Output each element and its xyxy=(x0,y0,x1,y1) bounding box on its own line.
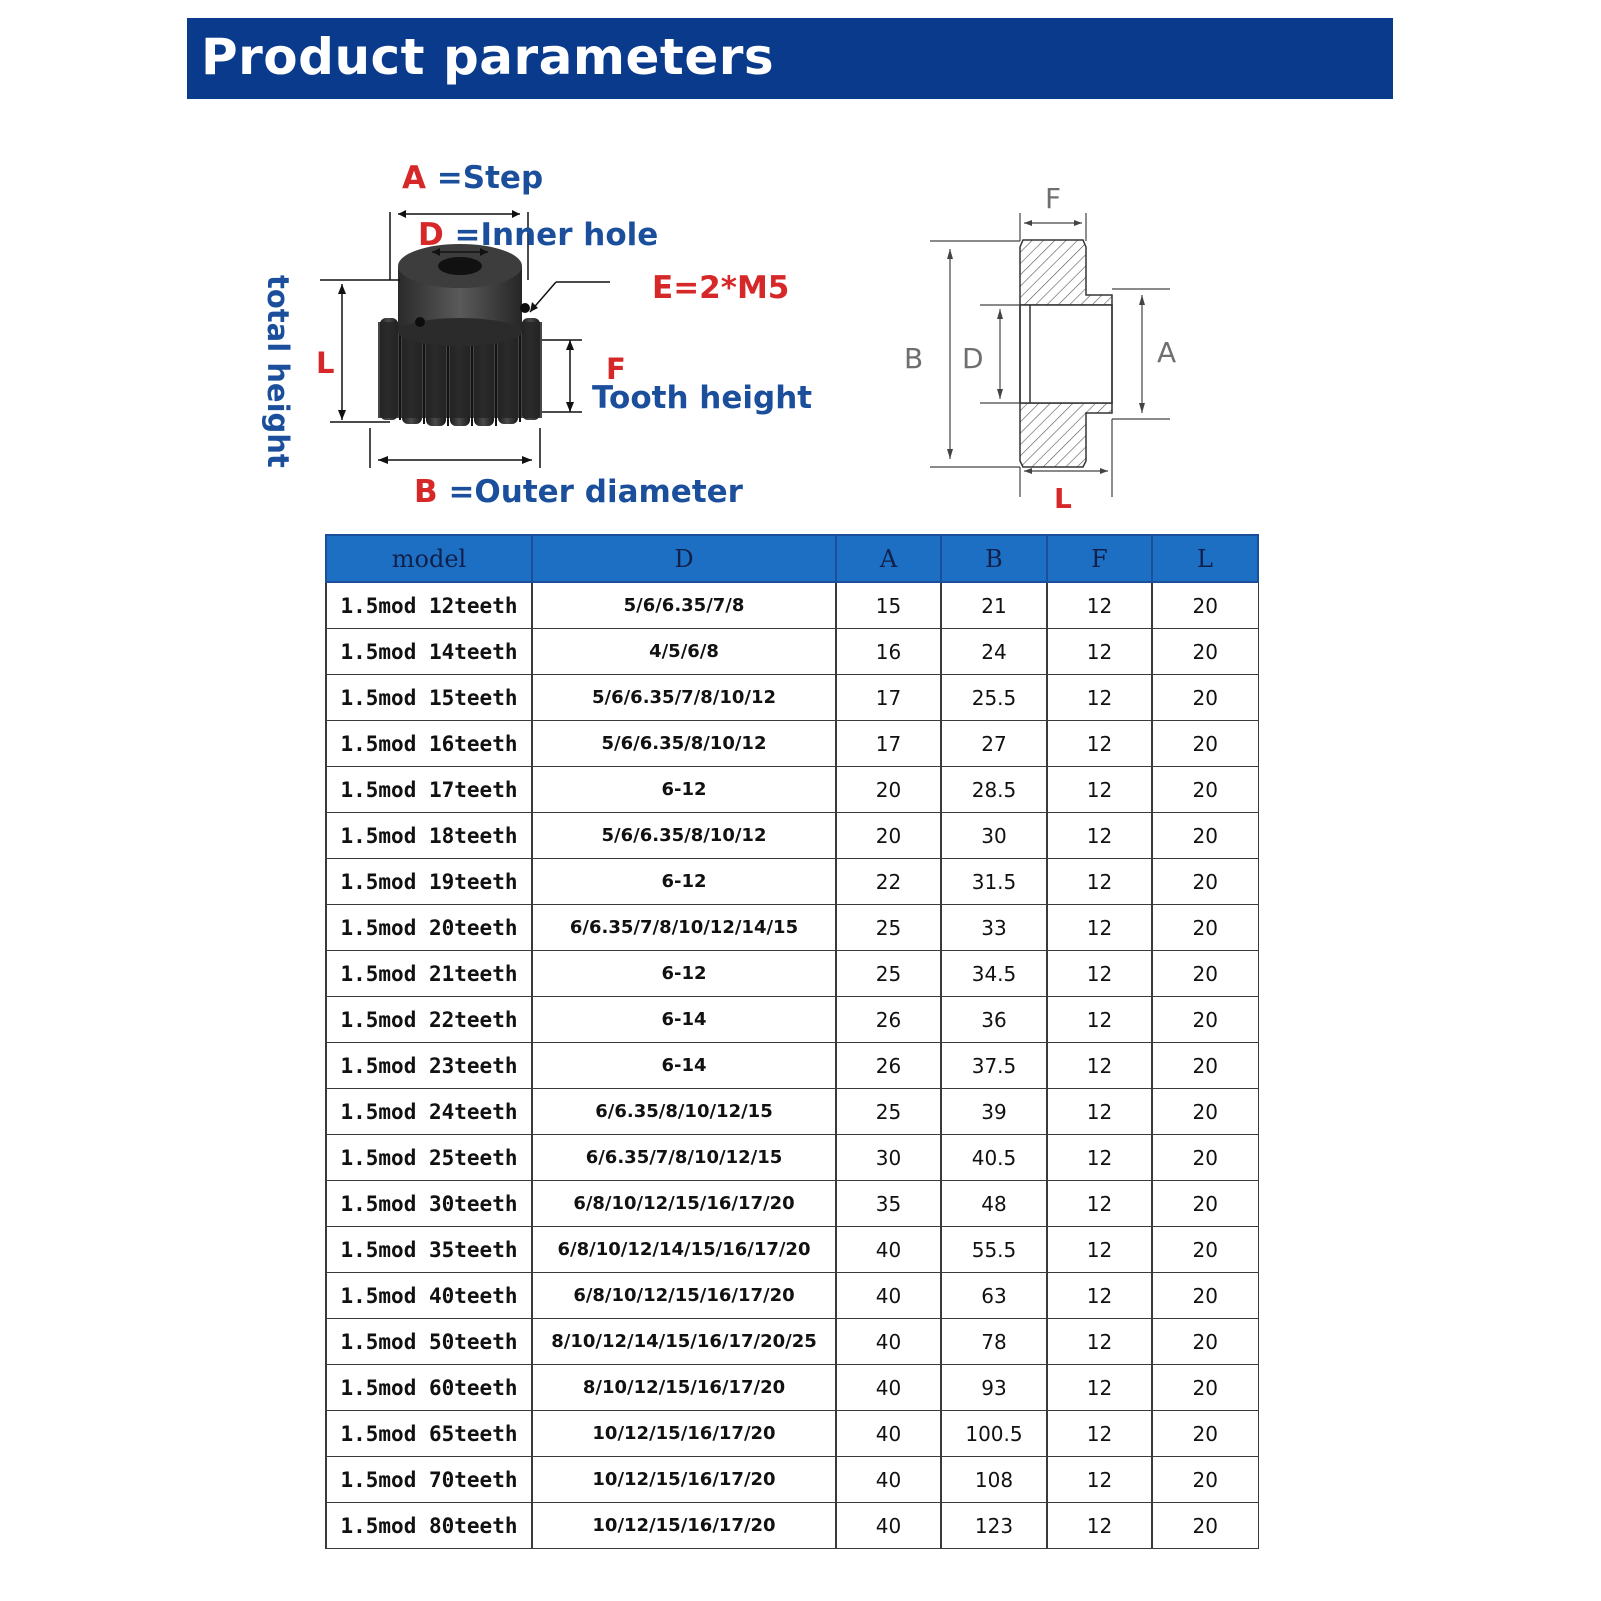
table-row xyxy=(326,1043,1258,1089)
section-label-d: D xyxy=(962,342,984,375)
cell-l: 20 xyxy=(1152,997,1258,1043)
cell-f: 12 xyxy=(1047,1043,1152,1089)
cell-d: 10/12/15/16/17/20 xyxy=(532,1503,836,1549)
cell-a: 17 xyxy=(836,721,941,767)
label-a-step xyxy=(402,160,543,196)
cell-b: 27 xyxy=(941,721,1047,767)
table-row xyxy=(326,905,1258,951)
cell-b: 30 xyxy=(941,813,1047,859)
cell-a: 40 xyxy=(836,1411,941,1457)
cell-d: 10/12/15/16/17/20 xyxy=(532,1411,836,1457)
cell-l: 20 xyxy=(1152,1457,1258,1503)
cell-l: 20 xyxy=(1152,905,1258,951)
spec-table xyxy=(325,534,1259,1549)
cell-model: 1.5mod 20teeth xyxy=(326,905,532,951)
label-e-thread xyxy=(652,270,789,306)
cell-model: 1.5mod 50teeth xyxy=(326,1319,532,1365)
cell-d: 6-14 xyxy=(532,1043,836,1089)
cell-model: 1.5mod 12teeth xyxy=(326,582,532,629)
cell-f: 12 xyxy=(1047,1503,1152,1549)
cell-b: 39 xyxy=(941,1089,1047,1135)
cell-b: 28.5 xyxy=(941,767,1047,813)
cell-a: 15 xyxy=(836,582,941,629)
cell-model: 1.5mod 70teeth xyxy=(326,1457,532,1503)
page-title: Product parameters xyxy=(201,28,775,86)
cell-a: 40 xyxy=(836,1365,941,1411)
cell-f: 12 xyxy=(1047,1227,1152,1273)
cell-b: 36 xyxy=(941,997,1047,1043)
cell-a: 25 xyxy=(836,1089,941,1135)
cell-l: 20 xyxy=(1152,1273,1258,1319)
col-header-l: L xyxy=(1152,535,1258,582)
cell-model: 1.5mod 24teeth xyxy=(326,1089,532,1135)
cell-d: 5/6/6.35/8/10/12 xyxy=(532,721,836,767)
cell-a: 40 xyxy=(836,1273,941,1319)
cell-model: 1.5mod 16teeth xyxy=(326,721,532,767)
table-row xyxy=(326,1457,1258,1503)
cell-b: 78 xyxy=(941,1319,1047,1365)
cell-f: 12 xyxy=(1047,1135,1152,1181)
cell-d: 5/6/6.35/8/10/12 xyxy=(532,813,836,859)
section-label-b: B xyxy=(904,342,924,375)
cell-model: 1.5mod 19teeth xyxy=(326,859,532,905)
cell-d: 8/10/12/14/15/16/17/20/25 xyxy=(532,1319,836,1365)
cell-f: 12 xyxy=(1047,951,1152,997)
table-row xyxy=(326,1135,1258,1181)
label-e-letter: E xyxy=(652,270,674,306)
cell-f: 12 xyxy=(1047,1319,1152,1365)
section-label-a: A xyxy=(1157,336,1177,369)
cell-l: 20 xyxy=(1152,1135,1258,1181)
cell-a: 40 xyxy=(836,1503,941,1549)
table-row xyxy=(326,767,1258,813)
cell-model: 1.5mod 25teeth xyxy=(326,1135,532,1181)
cell-b: 93 xyxy=(941,1365,1047,1411)
cell-l: 20 xyxy=(1152,1227,1258,1273)
cell-b: 48 xyxy=(941,1181,1047,1227)
cell-f: 12 xyxy=(1047,813,1152,859)
cell-a: 25 xyxy=(836,905,941,951)
cell-d: 4/5/6/8 xyxy=(532,629,836,675)
table-row xyxy=(326,1365,1258,1411)
cell-model: 1.5mod 14teeth xyxy=(326,629,532,675)
col-header-f: F xyxy=(1047,535,1152,582)
label-total-height: total height xyxy=(261,275,295,468)
table-row xyxy=(326,721,1258,767)
cell-a: 17 xyxy=(836,675,941,721)
cell-l: 20 xyxy=(1152,1181,1258,1227)
cell-l: 20 xyxy=(1152,1043,1258,1089)
cell-b: 63 xyxy=(941,1273,1047,1319)
cell-b: 24 xyxy=(941,629,1047,675)
cell-f: 12 xyxy=(1047,997,1152,1043)
label-b-text: =Outer diameter xyxy=(448,474,743,510)
cell-l: 20 xyxy=(1152,629,1258,675)
label-b-letter: B xyxy=(414,474,438,510)
cell-f: 12 xyxy=(1047,1365,1152,1411)
cell-model: 1.5mod 18teeth xyxy=(326,813,532,859)
cell-d: 6-12 xyxy=(532,951,836,997)
table-row xyxy=(326,859,1258,905)
cell-b: 34.5 xyxy=(941,951,1047,997)
section-label-l: L xyxy=(1054,482,1072,515)
cell-a: 40 xyxy=(836,1457,941,1503)
label-a-text: =Step xyxy=(436,160,544,196)
label-d-letter: D xyxy=(418,217,444,253)
cell-model: 1.5mod 35teeth xyxy=(326,1227,532,1273)
cell-d: 6-14 xyxy=(532,997,836,1043)
cell-l: 20 xyxy=(1152,675,1258,721)
cell-model: 1.5mod 30teeth xyxy=(326,1181,532,1227)
cell-l: 20 xyxy=(1152,1411,1258,1457)
col-header-model: model xyxy=(326,535,532,582)
cell-d: 6/8/10/12/15/16/17/20 xyxy=(532,1181,836,1227)
cell-b: 31.5 xyxy=(941,859,1047,905)
cell-b: 25.5 xyxy=(941,675,1047,721)
col-header-b: B xyxy=(941,535,1047,582)
label-d-inner-hole xyxy=(418,217,658,253)
table-row xyxy=(326,951,1258,997)
cell-a: 22 xyxy=(836,859,941,905)
cell-l: 20 xyxy=(1152,1365,1258,1411)
cell-b: 21 xyxy=(941,582,1047,629)
label-e-text: =2*M5 xyxy=(673,270,790,306)
cell-b: 123 xyxy=(941,1503,1047,1549)
cell-a: 25 xyxy=(836,951,941,997)
cell-b: 108 xyxy=(941,1457,1047,1503)
cell-l: 20 xyxy=(1152,1089,1258,1135)
cell-model: 1.5mod 17teeth xyxy=(326,767,532,813)
cross-section-drawing xyxy=(920,205,1180,505)
cell-f: 12 xyxy=(1047,859,1152,905)
cell-l: 20 xyxy=(1152,767,1258,813)
cell-a: 35 xyxy=(836,1181,941,1227)
cell-model: 1.5mod 23teeth xyxy=(326,1043,532,1089)
label-d-text: =Inner hole xyxy=(454,217,659,253)
cell-d: 10/12/15/16/17/20 xyxy=(532,1457,836,1503)
cell-a: 16 xyxy=(836,629,941,675)
table-row xyxy=(326,1319,1258,1365)
cell-f: 12 xyxy=(1047,905,1152,951)
table-row xyxy=(326,1089,1258,1135)
cell-model: 1.5mod 21teeth xyxy=(326,951,532,997)
cell-f: 12 xyxy=(1047,675,1152,721)
cell-d: 8/10/12/15/16/17/20 xyxy=(532,1365,836,1411)
table-row xyxy=(326,997,1258,1043)
cell-l: 20 xyxy=(1152,813,1258,859)
cell-b: 37.5 xyxy=(941,1043,1047,1089)
cell-d: 6-12 xyxy=(532,767,836,813)
cell-model: 1.5mod 80teeth xyxy=(326,1503,532,1549)
cell-a: 30 xyxy=(836,1135,941,1181)
table-row xyxy=(326,1227,1258,1273)
cell-f: 12 xyxy=(1047,629,1152,675)
cell-b: 55.5 xyxy=(941,1227,1047,1273)
cell-model: 1.5mod 60teeth xyxy=(326,1365,532,1411)
cell-model: 1.5mod 15teeth xyxy=(326,675,532,721)
cell-d: 6/8/10/12/15/16/17/20 xyxy=(532,1273,836,1319)
cell-a: 26 xyxy=(836,997,941,1043)
table-row xyxy=(326,675,1258,721)
cell-a: 20 xyxy=(836,813,941,859)
col-header-d: D xyxy=(532,535,836,582)
label-l-letter: L xyxy=(316,346,335,380)
label-b-outer-diameter xyxy=(414,474,743,510)
label-a-letter: A xyxy=(402,160,426,196)
cell-l: 20 xyxy=(1152,582,1258,629)
cell-f: 12 xyxy=(1047,582,1152,629)
table-row xyxy=(326,582,1258,629)
cell-f: 12 xyxy=(1047,1089,1152,1135)
cell-f: 12 xyxy=(1047,1457,1152,1503)
cell-d: 6/6.35/7/8/10/12/15 xyxy=(532,1135,836,1181)
cell-d: 5/6/6.35/7/8/10/12 xyxy=(532,675,836,721)
cell-f: 12 xyxy=(1047,767,1152,813)
cell-f: 12 xyxy=(1047,721,1152,767)
cell-model: 1.5mod 65teeth xyxy=(326,1411,532,1457)
table-body xyxy=(326,582,1258,1549)
cell-d: 6/6.35/8/10/12/15 xyxy=(532,1089,836,1135)
cell-l: 20 xyxy=(1152,951,1258,997)
table-row xyxy=(326,1181,1258,1227)
cell-a: 26 xyxy=(836,1043,941,1089)
cell-l: 20 xyxy=(1152,721,1258,767)
cell-l: 20 xyxy=(1152,859,1258,905)
cell-d: 5/6/6.35/7/8 xyxy=(532,582,836,629)
col-header-a: A xyxy=(836,535,941,582)
cell-l: 20 xyxy=(1152,1319,1258,1365)
table-row xyxy=(326,1503,1258,1549)
cell-d: 6/6.35/7/8/10/12/14/15 xyxy=(532,905,836,951)
cell-d: 6-12 xyxy=(532,859,836,905)
table-header-row xyxy=(326,535,1258,582)
cell-a: 40 xyxy=(836,1227,941,1273)
header-banner xyxy=(187,18,1393,99)
cell-a: 20 xyxy=(836,767,941,813)
cell-b: 40.5 xyxy=(941,1135,1047,1181)
table-row xyxy=(326,1411,1258,1457)
cell-f: 12 xyxy=(1047,1273,1152,1319)
cell-b: 33 xyxy=(941,905,1047,951)
cell-l: 20 xyxy=(1152,1503,1258,1549)
table-row xyxy=(326,813,1258,859)
cell-b: 100.5 xyxy=(941,1411,1047,1457)
table-row xyxy=(326,1273,1258,1319)
cell-model: 1.5mod 40teeth xyxy=(326,1273,532,1319)
cell-f: 12 xyxy=(1047,1411,1152,1457)
label-tooth-height: Tooth height xyxy=(592,380,813,416)
cell-a: 40 xyxy=(836,1319,941,1365)
cell-f: 12 xyxy=(1047,1181,1152,1227)
section-label-f: F xyxy=(1045,182,1062,215)
cell-model: 1.5mod 22teeth xyxy=(326,997,532,1043)
cell-d: 6/8/10/12/14/15/16/17/20 xyxy=(532,1227,836,1273)
table-row xyxy=(326,629,1258,675)
label-f-letter: F xyxy=(606,352,626,386)
